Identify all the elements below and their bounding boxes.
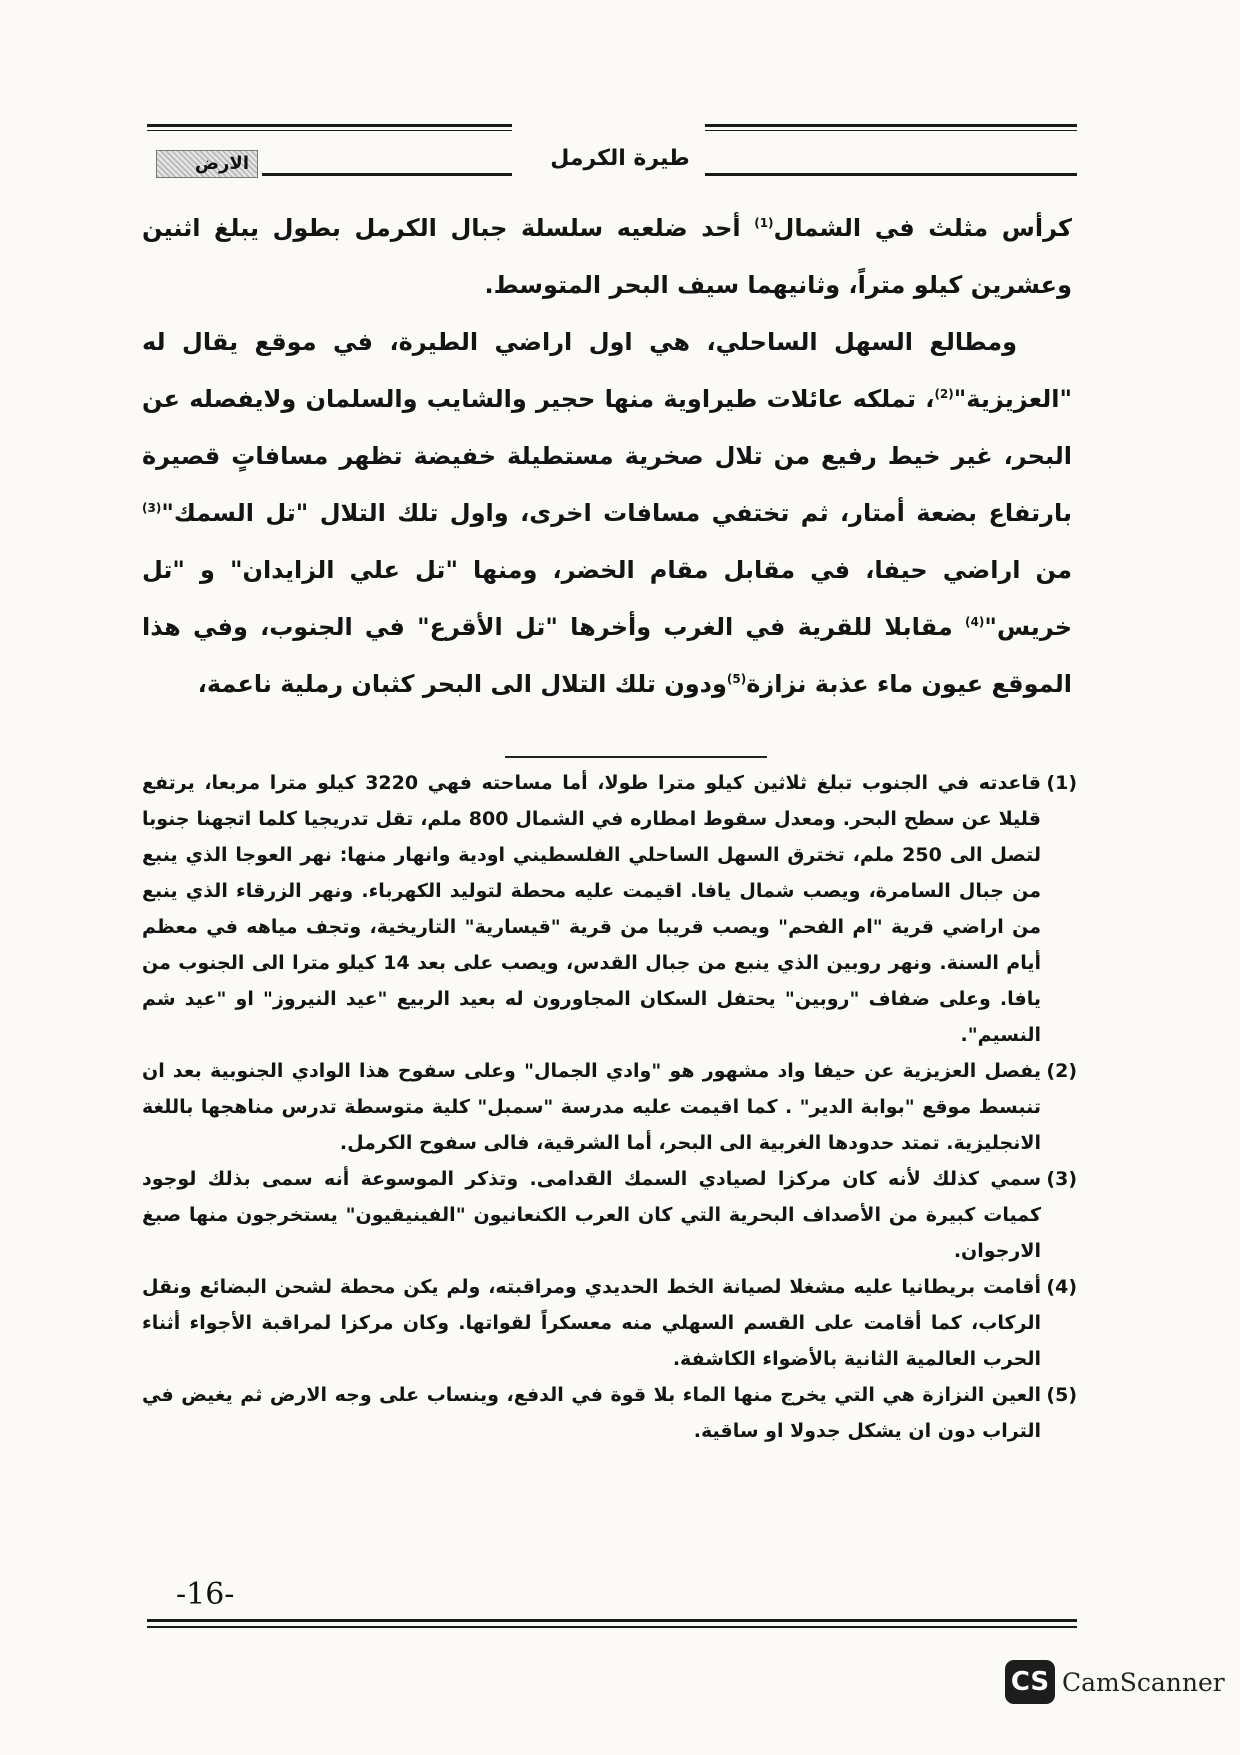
header-rule-left-top — [147, 124, 512, 127]
header-rule-under-mid — [262, 173, 512, 176]
footer-rule-top — [147, 1619, 1077, 1622]
footnote-item — [142, 1377, 1077, 1449]
footnote-ref-1[interactable]: (1) — [754, 216, 774, 230]
paragraph-1: كرأس مثلث في الشمال$^{(1)}$ أحد ضلعيه سلسلة جبال الكرمل بطول يبلغ اثنين وعشرين كيلو متراً، وثانيهما سيف البحر المتوسط. — [142, 214, 1072, 299]
footnote-text: يفصل العزيزية عن حيفا واد مشهور هو "وادي الجمال" وعلى سفوح هذا الوادي الجنوبية بعد ان تنبسط موقع "بوابة الدير" . كما اقيمت عليه مدرسة "سمبل" كلية متوسطة تدرس مناهجها باللغة الانجليزية. تمتد حدودها الغربية الى البحر، أما الشرقية، فالى سفوح الكرمل. — [142, 1060, 1041, 1154]
footnote-text: أقامت بريطانيا عليه مشغلا لصيانة الخط الحديدي ومراقبته، ولم يكن محطة لشحن البضائع ونقل الركاب، كما أقامت على القسم السهلي منه معسكراً لقواتها. وكان مركزا لمراقبة الأجواء أثناء الحرب العالمية الثانية بالأضواء الكاشفة. — [142, 1276, 1041, 1370]
footnote-number: (3) — [1046, 1168, 1077, 1190]
footnotes-list — [142, 765, 1077, 1449]
footnote-ref-2[interactable]: (2) — [934, 387, 954, 401]
camscanner-logo-icon: CS — [1005, 1660, 1055, 1704]
footnote-item — [142, 1053, 1077, 1161]
header-rule-under-right — [705, 173, 1077, 176]
footnote-number: (5) — [1046, 1384, 1077, 1406]
footnote-ref-5[interactable]: (5) — [726, 672, 747, 686]
footnote-ref-4[interactable]: (4) — [965, 615, 985, 629]
header-rule-right-top — [705, 124, 1077, 127]
section-tag-label: الارض — [194, 153, 249, 174]
footnote-number: (2) — [1046, 1060, 1077, 1082]
running-header-title: طيرة الكرمل — [550, 146, 690, 171]
footnote-text: قاعدته في الجنوب تبلغ ثلاثين كيلو مترا طولا، أما مساحته فهي 3220 كيلو مترا مربعا، يرتفع قليلا عن سطح البحر. ومعدل سقوط امطاره في الشمال 800 ملم، تقل تدريجيا كلما اتجهنا جنوبا لتصل الى 250 ملم، تخترق السهل الساحلي الفلسطيني اودية وانهار منها: نهر العوجا الذي ينبع من جبال السامرة، ويصب شمال يافا. اقيمت عليه محطة لتوليد الكهرباء. ونهر الزرقاء الذي ينبع من اراضي قرية "ام الفحم" ويصب قريبا من قرية "قيسارية" التاريخية، وتجف مياهه في معظم أيام السنة. ونهر روبين الذي ينبع من جبال القدس، ويصب على بعد 14 كيلو مترا الى الجنوب من يافا. وعلى ضفاف "روبين" يحتفل السكان المجاورون له بعيد الربيع "عيد النيروز" او "عيد شم النسيم". — [142, 772, 1041, 1046]
main-text — [142, 200, 1072, 713]
footnote-number: (1) — [1046, 772, 1077, 794]
camscanner-watermark: CamScanner — [1062, 1668, 1225, 1697]
header-rule-right-bottom — [705, 130, 1077, 131]
footnote-item — [142, 1161, 1077, 1269]
footer-rule-bottom — [147, 1626, 1077, 1628]
section-tag — [156, 150, 258, 178]
footnote-item — [142, 765, 1077, 1053]
footnote-number: (4) — [1046, 1276, 1077, 1298]
header-rule-left-bottom — [147, 130, 512, 131]
footnote-text: سمي كذلك لأنه كان مركزا لصيادي السمك القدامى. وتذكر الموسوعة أنه سمى بذلك لوجود كميات كبيرة من الأصداف البحرية التي كان العرب الكنعانيون "الفينيقيون" يستخرجون منها صبغ الارجوان. — [142, 1168, 1041, 1262]
footnote-ref-3[interactable]: (3) — [142, 501, 162, 515]
page-number: -16- — [176, 1577, 235, 1612]
footnote-item — [142, 1269, 1077, 1377]
paragraph-2: ومطالع السهل الساحلي، هي اول اراضي الطيرة، في موقع يقال له "العزيزية"$^{(2)}$، تملكه عائلات طيراوية منها حجير والشايب والسلمان ولايفصله عن البحر، غير خيط رفيع من تلال صخرية مستطيلة خفيضة تظهر مسافاتٍ قصيرة بارتفاع بضعة أمتار، ثم تختفي مسافات اخرى، واول تلك التلال "تل السمك"$^{(3)}$ من اراضي حيفا، في مقابل مقام الخضر، ومنها "تل علي الزايدان" و "تل خريس"$^{(4)}$ مقابلا للقرية في الغرب وأخرها "تل الأقرع" في الجنوب، وفي هذا الموقع عيون ماء عذبة نزازة$^{(5)}$ودون تلك التلال الى البحر كثبان رملية ناعمة، — [142, 328, 1072, 698]
footnote-separator — [505, 756, 767, 758]
footnote-text: العين النزازة هي التي يخرج منها الماء بلا قوة في الدفع، وينساب على وجه الارض ثم يغيض في التراب دون ان يشكل جدولا او ساقية. — [142, 1384, 1041, 1442]
